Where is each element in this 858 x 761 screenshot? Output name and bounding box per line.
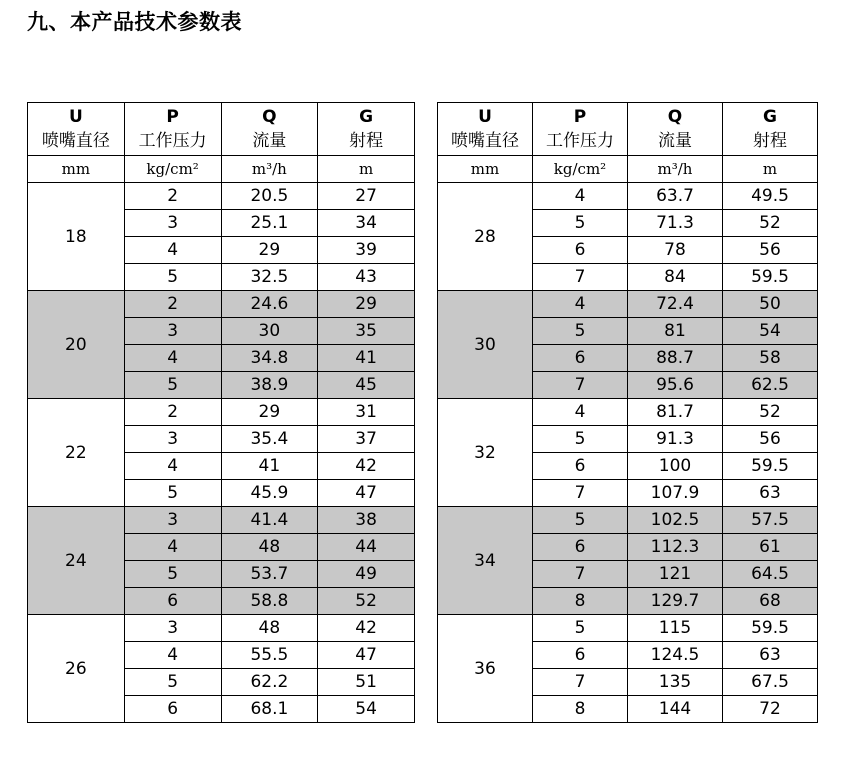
column-unit: m	[318, 156, 415, 183]
range-cell: 39	[318, 237, 415, 264]
range-cell: 58	[723, 345, 818, 372]
column-name: 流量	[658, 131, 692, 151]
flow-cell: 81	[628, 318, 723, 345]
column-name: 喷嘴直径	[451, 131, 519, 151]
column-unit: m³/h	[221, 156, 318, 183]
table-row	[28, 183, 415, 210]
nozzle-diameter-cell: 22	[28, 399, 125, 507]
pressure-cell: 5	[533, 507, 628, 534]
flow-cell: 29	[221, 237, 318, 264]
column-header	[628, 103, 723, 156]
range-cell: 42	[318, 615, 415, 642]
range-cell: 27	[318, 183, 415, 210]
pressure-cell: 6	[124, 696, 221, 723]
range-cell: 38	[318, 507, 415, 534]
pressure-cell: 2	[124, 183, 221, 210]
pressure-cell: 4	[533, 291, 628, 318]
flow-cell: 68.1	[221, 696, 318, 723]
column-name: 流量	[252, 131, 287, 151]
column-name: 射程	[349, 131, 384, 151]
flow-cell: 55.5	[221, 642, 318, 669]
pressure-cell: 7	[533, 372, 628, 399]
table-row	[28, 291, 415, 318]
flow-cell: 38.9	[221, 372, 318, 399]
range-cell: 49	[318, 561, 415, 588]
flow-cell: 32.5	[221, 264, 318, 291]
pressure-cell: 6	[533, 453, 628, 480]
range-cell: 52	[723, 210, 818, 237]
pressure-cell: 5	[124, 669, 221, 696]
range-cell: 34	[318, 210, 415, 237]
pressure-cell: 4	[533, 183, 628, 210]
flow-cell: 35.4	[221, 426, 318, 453]
column-name: 射程	[753, 131, 787, 151]
flow-cell: 135	[628, 669, 723, 696]
range-cell: 52	[318, 588, 415, 615]
nozzle-diameter-cell: 28	[438, 183, 533, 291]
pressure-cell: 8	[533, 588, 628, 615]
range-cell: 31	[318, 399, 415, 426]
pressure-cell: 4	[124, 534, 221, 561]
flow-cell: 121	[628, 561, 723, 588]
range-cell: 59.5	[723, 615, 818, 642]
flow-cell: 41	[221, 453, 318, 480]
flow-cell: 45.9	[221, 480, 318, 507]
page-title: 九、本产品技术参数表	[27, 10, 242, 34]
pressure-cell: 3	[124, 615, 221, 642]
range-cell: 37	[318, 426, 415, 453]
nozzle-diameter-cell: 36	[438, 615, 533, 723]
flow-cell: 107.9	[628, 480, 723, 507]
range-cell: 57.5	[723, 507, 818, 534]
flow-cell: 48	[221, 615, 318, 642]
flow-cell: 102.5	[628, 507, 723, 534]
unit-row	[28, 156, 415, 183]
column-header	[221, 103, 318, 156]
pressure-cell: 2	[124, 291, 221, 318]
table-row	[438, 183, 818, 210]
pressure-cell: 6	[124, 588, 221, 615]
column-unit: m³/h	[628, 156, 723, 183]
pressure-cell: 7	[533, 561, 628, 588]
range-cell: 56	[723, 426, 818, 453]
flow-cell: 91.3	[628, 426, 723, 453]
header-row	[28, 103, 415, 156]
column-header	[438, 103, 533, 156]
range-cell: 61	[723, 534, 818, 561]
pressure-cell: 5	[124, 561, 221, 588]
table-row	[438, 507, 818, 534]
pressure-cell: 7	[533, 264, 628, 291]
flow-cell: 63.7	[628, 183, 723, 210]
column-unit: kg/cm²	[533, 156, 628, 183]
range-cell: 62.5	[723, 372, 818, 399]
range-cell: 59.5	[723, 264, 818, 291]
table-row	[438, 399, 818, 426]
range-cell: 47	[318, 642, 415, 669]
range-cell: 56	[723, 237, 818, 264]
table-row	[438, 291, 818, 318]
column-name: 工作压力	[138, 131, 207, 151]
column-symbol: P	[573, 107, 587, 127]
range-cell: 59.5	[723, 453, 818, 480]
pressure-cell: 5	[124, 372, 221, 399]
pressure-cell: 4	[124, 345, 221, 372]
table-row	[28, 399, 415, 426]
column-header	[723, 103, 818, 156]
column-header	[533, 103, 628, 156]
flow-cell: 115	[628, 615, 723, 642]
column-unit: kg/cm²	[124, 156, 221, 183]
pressure-cell: 4	[124, 453, 221, 480]
pressure-cell: 4	[124, 642, 221, 669]
column-header	[28, 103, 125, 156]
range-cell: 49.5	[723, 183, 818, 210]
pressure-cell: 6	[533, 345, 628, 372]
pressure-cell: 5	[533, 210, 628, 237]
table-row	[28, 615, 415, 642]
flow-cell: 71.3	[628, 210, 723, 237]
range-cell: 72	[723, 696, 818, 723]
flow-cell: 24.6	[221, 291, 318, 318]
pressure-cell: 3	[124, 318, 221, 345]
flow-cell: 78	[628, 237, 723, 264]
nozzle-diameter-cell: 20	[28, 291, 125, 399]
range-cell: 50	[723, 291, 818, 318]
range-cell: 42	[318, 453, 415, 480]
flow-cell: 129.7	[628, 588, 723, 615]
pressure-cell: 7	[533, 669, 628, 696]
flow-cell: 72.4	[628, 291, 723, 318]
column-unit: mm	[438, 156, 533, 183]
pressure-cell: 3	[124, 426, 221, 453]
range-cell: 47	[318, 480, 415, 507]
nozzle-diameter-cell: 30	[438, 291, 533, 399]
pressure-cell: 5	[533, 615, 628, 642]
flow-cell: 84	[628, 264, 723, 291]
flow-cell: 144	[628, 696, 723, 723]
table-row	[438, 615, 818, 642]
range-cell: 52	[723, 399, 818, 426]
column-name: 喷嘴直径	[41, 131, 110, 151]
flow-cell: 62.2	[221, 669, 318, 696]
nozzle-diameter-cell: 34	[438, 507, 533, 615]
column-symbol: P	[166, 107, 179, 127]
flow-cell: 58.8	[221, 588, 318, 615]
column-symbol: G	[763, 107, 777, 127]
range-cell: 35	[318, 318, 415, 345]
column-header	[124, 103, 221, 156]
range-cell: 29	[318, 291, 415, 318]
range-cell: 68	[723, 588, 818, 615]
flow-cell: 112.3	[628, 534, 723, 561]
range-cell: 41	[318, 345, 415, 372]
pressure-cell: 7	[533, 480, 628, 507]
nozzle-diameter-cell: 26	[28, 615, 125, 723]
table-row	[28, 507, 415, 534]
pressure-cell: 2	[124, 399, 221, 426]
flow-cell: 34.8	[221, 345, 318, 372]
pressure-cell: 5	[124, 264, 221, 291]
pressure-cell: 4	[533, 399, 628, 426]
column-header	[318, 103, 415, 156]
pressure-cell: 5	[533, 318, 628, 345]
range-cell: 43	[318, 264, 415, 291]
range-cell: 51	[318, 669, 415, 696]
flow-cell: 95.6	[628, 372, 723, 399]
pressure-cell: 3	[124, 210, 221, 237]
flow-cell: 41.4	[221, 507, 318, 534]
pressure-cell: 6	[533, 642, 628, 669]
pressure-cell: 6	[533, 534, 628, 561]
nozzle-diameter-cell: 18	[28, 183, 125, 291]
spec-table-left	[27, 102, 415, 723]
column-name: 工作压力	[546, 131, 614, 151]
pressure-cell: 8	[533, 696, 628, 723]
column-unit: m	[723, 156, 818, 183]
range-cell: 45	[318, 372, 415, 399]
pressure-cell: 5	[124, 480, 221, 507]
column-symbol: Q	[262, 107, 277, 127]
pressure-cell: 5	[533, 426, 628, 453]
column-symbol: U	[478, 107, 492, 127]
column-symbol: U	[68, 107, 83, 127]
flow-cell: 53.7	[221, 561, 318, 588]
spec-table-right	[437, 102, 818, 723]
flow-cell: 48	[221, 534, 318, 561]
flow-cell: 30	[221, 318, 318, 345]
flow-cell: 20.5	[221, 183, 318, 210]
flow-cell: 25.1	[221, 210, 318, 237]
nozzle-diameter-cell: 32	[438, 399, 533, 507]
flow-cell: 29	[221, 399, 318, 426]
column-symbol: G	[359, 107, 374, 127]
unit-row	[438, 156, 818, 183]
range-cell: 64.5	[723, 561, 818, 588]
pressure-cell: 6	[533, 237, 628, 264]
nozzle-diameter-cell: 24	[28, 507, 125, 615]
flow-cell: 124.5	[628, 642, 723, 669]
pressure-cell: 3	[124, 507, 221, 534]
range-cell: 63	[723, 642, 818, 669]
column-unit: mm	[28, 156, 125, 183]
header-row	[438, 103, 818, 156]
flow-cell: 88.7	[628, 345, 723, 372]
pressure-cell: 4	[124, 237, 221, 264]
flow-cell: 100	[628, 453, 723, 480]
range-cell: 54	[318, 696, 415, 723]
range-cell: 54	[723, 318, 818, 345]
column-symbol: Q	[667, 107, 683, 127]
flow-cell: 81.7	[628, 399, 723, 426]
range-cell: 44	[318, 534, 415, 561]
range-cell: 67.5	[723, 669, 818, 696]
range-cell: 63	[723, 480, 818, 507]
